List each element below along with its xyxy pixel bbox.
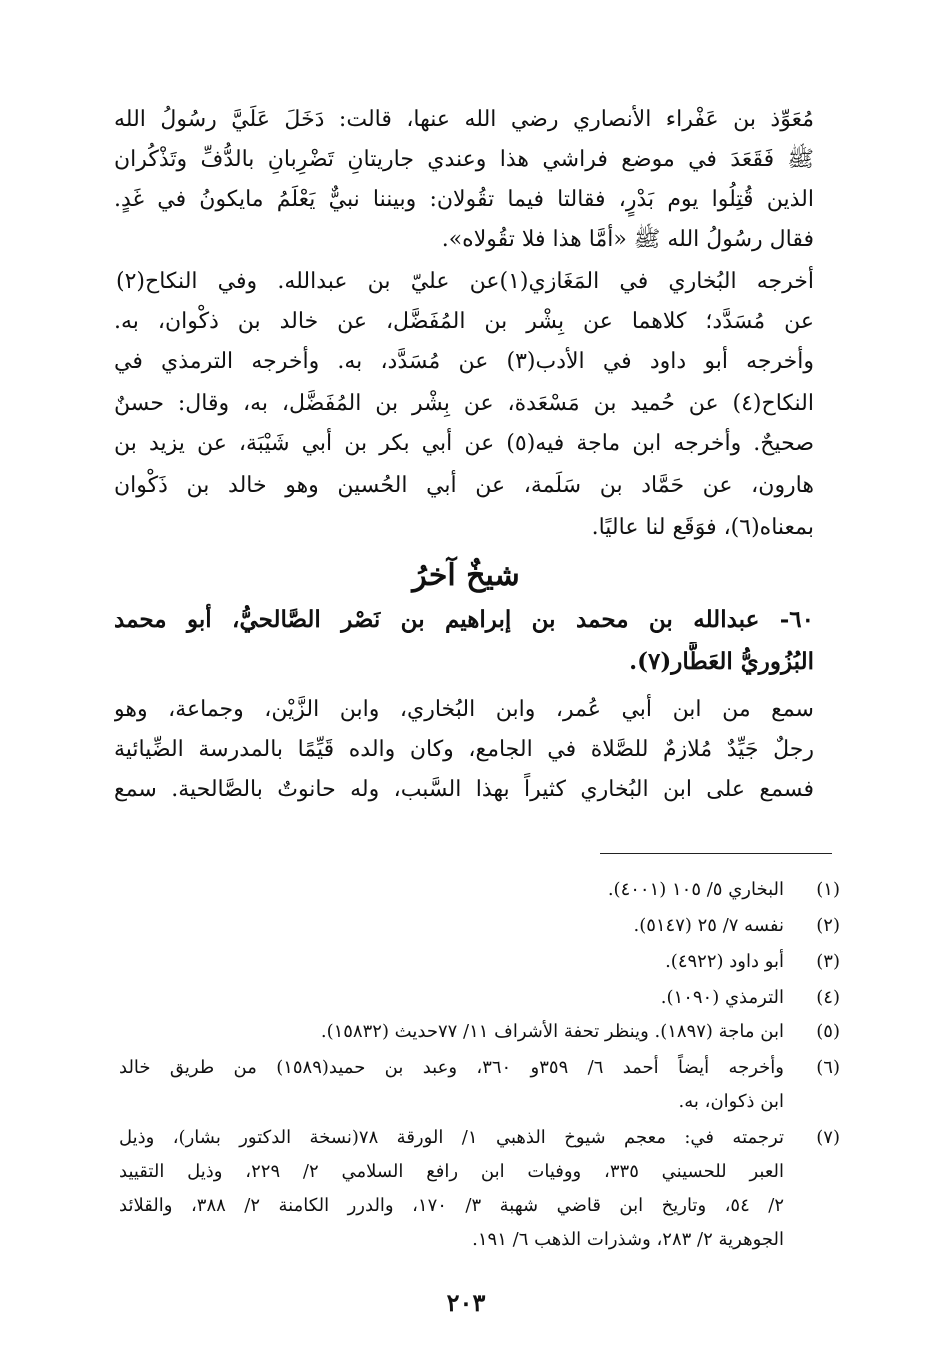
footnote-text: ابن ذكوان، به. xyxy=(678,1091,784,1112)
footnote xyxy=(0,1123,932,1153)
footnote-text: ترجمته في: معجم شيوخ الذهبي ١/ الورقة ٧٨(نسخة الدكتور بشار)، وذيل xyxy=(119,1127,784,1148)
footnote-text: أبو داود (٤٩٢٢). xyxy=(665,951,784,972)
body-line: أخرجه البُخاري في المَغَازي(١)عن عليّ بن عبدالله. وفي النكاح(٢) xyxy=(116,269,814,294)
body-line: فقال رسُولُ الله ﷺ «أمَّا هذا فلا تقُولاه». xyxy=(441,227,814,252)
entry-title: البُزُوريُّ العَطَّار(٧). xyxy=(629,648,814,675)
footnote-text: وأخرجه أيضاً أحمد ٦/ ٣٥٩و ٣٦٠، وعبد بن حميد(١٥٨٩) من طريق خالد xyxy=(119,1057,784,1078)
body-line: النكاح(٤) عن حُميد بن مَسْعَدة، عن بِشْر بن المُفَضَّل، به، وقال: حسنٌ xyxy=(114,391,814,416)
footnote-number: (٦) xyxy=(816,1057,840,1078)
body-line: صحيحٌ. وأخرجه ابن ماجة فيه(٥) عن أبي بكر بن أبي شَيْبَة، عن يزيد بن xyxy=(114,431,814,456)
footnote-continuation xyxy=(0,1225,932,1255)
footnote-text: ٢/ ٥٤، وتاريخ ابن قاضي شهبة ٣/ ١٧٠، والدرر الكامنة ٢/ ٣٨٨، والقلائد xyxy=(119,1195,784,1216)
footnote xyxy=(0,1053,932,1083)
footnote-number: (٢) xyxy=(816,915,840,936)
body-line: سمع من ابن أبي عُمر، وابن البُخاري، وابن الزَّيْن، وجماعة، وهو xyxy=(114,697,814,722)
footnote xyxy=(0,1017,932,1047)
footnote-text: الجوهرية ٢/ ٢٨٣، وشذرات الذهب ٦/ ١٩١. xyxy=(472,1229,784,1250)
footnote-text: العبر للحسيني ٣٣٥، ووفيات ابن رافع السلامي ٢/ ٢٢٩، وذيل التقييد xyxy=(119,1161,784,1182)
body-line: هارون، عن حَمَّاد بن سَلَمة، عن أبي الحُسين وهو خالد بن ذَكْوان xyxy=(114,473,814,498)
footnote-separator xyxy=(600,853,832,854)
body-line: رجلٌ جَيِّدٌ مُلازمٌ للصَّلاة في الجامع، وكان والده قَيِّمًا بالمدرسة الضِّيائية xyxy=(114,737,814,762)
body-line: عن مُسَدَّد؛ كلاهما عن بِشْر بن المُفَضَّل، عن خالد بن ذكْوان، به. xyxy=(114,309,814,334)
footnote-number: (٥) xyxy=(816,1021,840,1042)
footnote-number: (٧) xyxy=(816,1127,840,1148)
page-number: ٢٠٣ xyxy=(446,1288,486,1317)
footnote-continuation xyxy=(0,1087,932,1117)
body-line: بمعناه(٦)، فوَقَع لنا عاليًا. xyxy=(591,515,814,540)
footnote-number: (١) xyxy=(816,879,840,900)
footnote xyxy=(0,911,932,941)
body-line: وأخرجه أبو داود في الأدب(٣) عن مُسَدَّد، به. وأخرجه الترمذي في xyxy=(114,349,814,374)
entry-title: ٦٠- عبدالله بن محمد بن إبراهيم بن نَصْر الصَّالحيُّ، أبو محمد xyxy=(114,606,814,633)
footnote xyxy=(0,875,932,905)
footnote-text: ابن ماجة (١٨٩٧). وينظر تحفة الأشراف ١١/ ٧٧حديث (١٥٨٣٢). xyxy=(320,1021,784,1042)
footnote xyxy=(0,983,932,1013)
footnote-text: الترمذي (١٠٩٠). xyxy=(660,987,784,1008)
body-line: ﷺ فَقَعَدَ في موضع فراشي هذا وعندي جاريتانِ تَضْرِبانِ بالدُّفِّ وتَذْكُران xyxy=(114,147,814,172)
footnote-number: (٤) xyxy=(816,987,840,1008)
body-line: فسمع على ابن البُخاري كثيراً بهذا السَّبب، وله حانوتٌ بالصَّالحية. سمع xyxy=(114,777,814,802)
footnote-continuation xyxy=(0,1191,932,1221)
footnote-text: نفسه ٧/ ٢٥ (٥١٤٧). xyxy=(633,915,784,936)
footnote-text: البخاري ٥/ ١٠٥ (٤٠٠١). xyxy=(607,879,784,900)
section-heading: شيخٌ آخرُ xyxy=(412,558,520,593)
body-line: الذين قُتِلُوا يوم بَدْرٍ، فقالتا فيما تقُولان: وبيننا نبيٌّ يَعْلَمُ مايكونُ في غَدٍ. xyxy=(114,187,814,212)
footnote xyxy=(0,947,932,977)
body-line: مُعَوِّذ بن عَفْراء الأنصاري رضي الله عنها، قالت: دَخَلَ عَلَيَّ رسُولُ الله xyxy=(114,107,814,132)
footnote-number: (٣) xyxy=(816,951,840,972)
footnote-continuation xyxy=(0,1157,932,1187)
